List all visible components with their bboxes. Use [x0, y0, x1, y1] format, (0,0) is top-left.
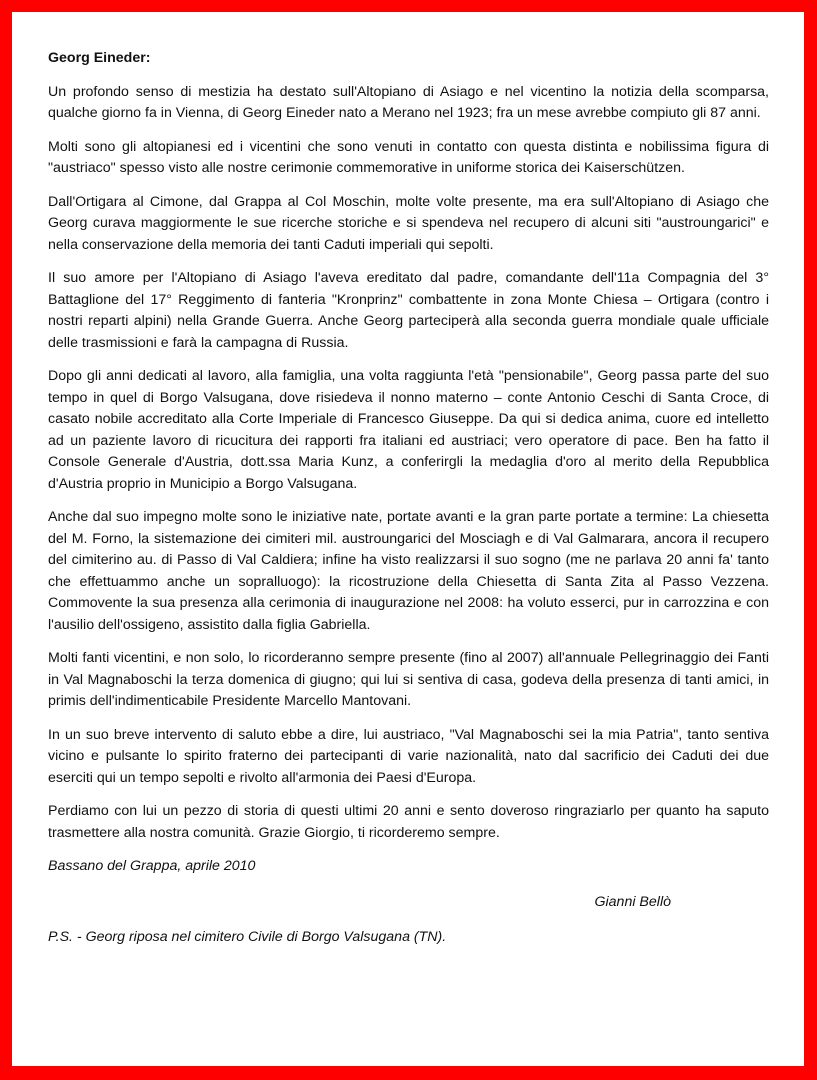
paragraph: Perdiamo con lui un pezzo di storia di questi ultimi 20 anni e sento doveroso ringraziarlo per quanto ha saputo trasmettere alla nostra comunità. Grazie Giorgio, ti ricorderemo sempre. — [48, 803, 769, 841]
paragraph: Molti sono gli altopianesi ed i vicentini che sono venuti in contatto con questa distinta e nobilissima figura di "austriaco" spesso visto alle nostre cerimonie commemorative in uniforme storica dei Kaiserschützen. — [48, 138, 769, 176]
dateline: Bassano del Grappa, aprile 2010 — [48, 858, 256, 874]
paragraph: Molti fanti vicentini, e non solo, lo ricorderanno sempre presente (fino al 2007) all'annuale Pellegrinaggio dei Fanti in Val Magnaboschi la terza domenica di giugno; qui lui si sentiva di casa, godeva della presenza di tanti amici, in primis dell'indimenticabile Presidente Marcello Mantovani. — [48, 650, 769, 709]
paragraph: Il suo amore per l'Altopiano di Asiago l'aveva ereditato dal padre, comandante dell'11a Compagnia del 3° Battaglione del 17° Reggimento di fanteria "Kronprinz" combattente in zona Monte Chiesa – Ortigara (contro i nostri reparti alpini) nella Grande Guerra. Anche Georg parteciperà alla seconda guerra mondiale quale ufficiale delle trasmissioni e farà la campagna di Russia. — [48, 270, 769, 351]
paragraph: Dopo gli anni dedicati al lavoro, alla famiglia, una volta raggiunta l'età "pensionabile", Georg passa parte del suo tempo in quel di Borgo Valsugana, dove risiedeva il nonno materno – conte Antonio Ceschi di Santa Croce, di casato nobile accreditato alla Corte Imperiale di Francesco Giuseppe. Da qui si dedica anima, cuore ed intelletto ad un paziente lavoro di ricucitura dei rapporti fra italiani ed austriaci; vero operatore di pace. Ben ha fatto il Console Generale d'Austria, dott.ssa Maria Kunz, a conferirgli la medaglia d'oro al merito della Repubblica d'Austria proprio in Municipio a Borgo Valsugana. — [48, 368, 769, 492]
paragraph: Anche dal suo impegno molte sono le iniziative nate, portate avanti e la gran parte portate a termine: La chiesetta del M. Forno, la sistemazione dei cimiteri mil. austroungarici del Mosciagh e di Val Galmarara, ancora il recupero del cimiterino au. di Passo di Val Caldiera; infine ha visto realizzarsi il suo sogno (me ne parlava 20 anni fa' tanto che effettuammo anche un sopralluogo): la ricostruzione della Chiesetta di Santa Zita al Passo Vezzena. Commovente la sua presenza alla cerimonia di inaugurazione nel 2008: ha voluto esserci, pur in carrozzina e con l'ausilio dell'ossigeno, assistito dalla figlia Gabriella. — [48, 509, 769, 633]
postscript: P.S. - Georg riposa nel cimitero Civile di Borgo Valsugana (TN). — [48, 929, 447, 945]
signature: Gianni Bellò — [594, 893, 671, 910]
paragraph: In un suo breve intervento di saluto ebbe a dire, lui austriaco, "Val Magnaboschi sei la mia Patria", tanto sentiva vicino e pulsante lo spirito fraterno dei partecipanti di varie nazionalità, nato dal sacrificio dei Caduti dei due eserciti qui un tempo sepolti e rivolto all'armonia dei Paesi d'Europa. — [48, 726, 769, 786]
document-body — [48, 48, 769, 949]
document-page — [12, 12, 804, 1066]
document-title: Georg Eineder: — [48, 50, 151, 66]
paragraph: Un profondo senso di mestizia ha destato sull'Altopiano di Asiago e nel vicentino la notizia della scomparsa, qualche giorno fa in Vienna, di Georg Eineder nato a Merano nel 1923; fra un mese avrebbe compiuto gli 87 anni. — [48, 83, 769, 121]
paragraph: Dall'Ortigara al Cimone, dal Grappa al Col Moschin, molte volte presente, ma era sull'Altopiano di Asiago che Georg curava maggiormente le sue ricerche storiche e si spendeva nel recupero di alcuni siti "austroungarici" e nella conservazione della memoria dei tanti Caduti imperiali qui sepolti. — [48, 193, 769, 253]
